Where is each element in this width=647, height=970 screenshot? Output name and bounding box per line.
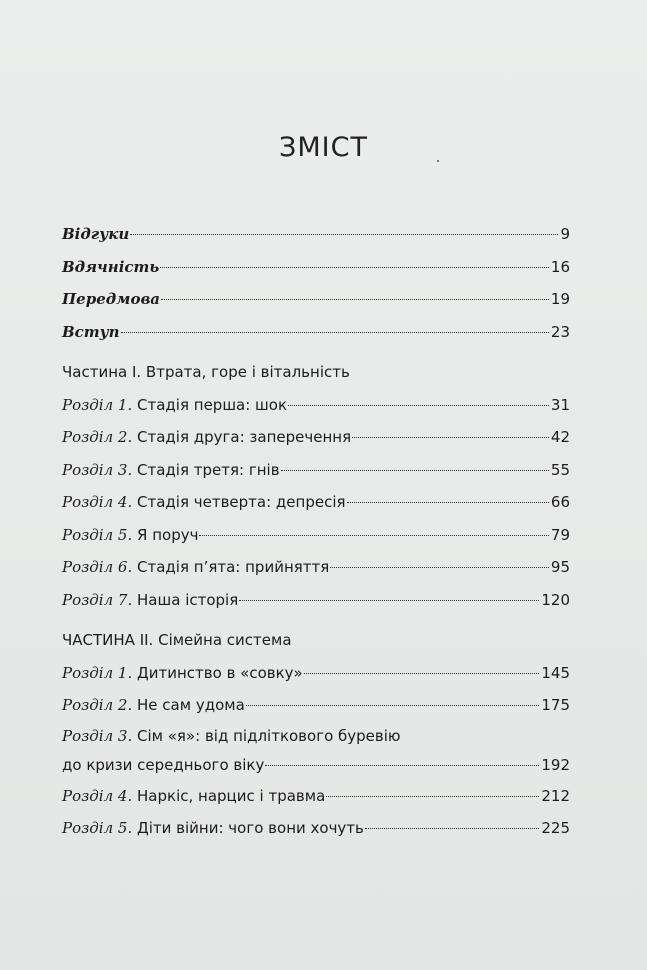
page-number: 23 (550, 322, 570, 341)
page-number: 42 (550, 428, 570, 446)
page-number: 55 (550, 460, 570, 479)
dot-leader (199, 534, 548, 536)
page-number: 120 (541, 590, 570, 609)
dot-leader (265, 764, 539, 766)
page-number: 175 (541, 696, 570, 714)
chapter-label: Розділ 3. (62, 726, 133, 745)
entry-label: Відгуки (62, 225, 130, 243)
chapter-title: Діти війни: чого вони хочуть (137, 819, 364, 837)
dot-leader (121, 331, 549, 333)
page-number: 9 (560, 225, 570, 243)
toc-entry-part1-ch2[interactable] (62, 421, 570, 454)
page-number: 16 (550, 257, 570, 276)
entry-label: Передмова (62, 290, 161, 308)
page-number: 225 (541, 819, 570, 837)
dot-leader (160, 266, 549, 268)
page-number: 95 (550, 558, 570, 576)
chapter-label: Розділ 2. (62, 696, 133, 714)
dot-leader (281, 469, 549, 471)
entry-label: Вступ (62, 322, 120, 341)
toc-entry-part2-ch5[interactable] (62, 812, 570, 845)
chapter-title: Наша історія (137, 590, 239, 609)
chapter-label: Розділ 4. (62, 786, 133, 805)
page-number: 19 (550, 290, 570, 308)
dot-leader (161, 298, 549, 300)
toc-entry-part1-ch3[interactable] (62, 454, 570, 487)
toc-entry-part1-ch5[interactable] (62, 519, 570, 552)
page-number: 212 (541, 786, 570, 805)
dot-leader (352, 436, 549, 438)
chapter-label: Розділ 2. (62, 428, 133, 446)
page-title: ЗМІСТ (279, 132, 368, 163)
toc-entry-introduction[interactable] (62, 316, 570, 349)
print-speck (437, 160, 439, 162)
toc-entry-part1-ch7[interactable] (62, 584, 570, 617)
chapter-label: Розділ 5. (62, 819, 133, 837)
chapter-label: Розділ 7. (62, 590, 133, 609)
toc-entry-preface[interactable] (62, 283, 570, 316)
dot-leader (246, 704, 540, 706)
chapter-title: Стадія п’ята: прийняття (137, 558, 330, 576)
chapter-label: Розділ 1. (62, 663, 133, 682)
toc-entry-part2-ch1[interactable] (62, 657, 570, 690)
dot-leader (130, 233, 558, 235)
dot-leader (330, 566, 549, 568)
chapter-title: Наркіс, нарцис і травма (137, 786, 326, 805)
chapter-title: Дитинство в «совку» (137, 663, 303, 682)
chapter-title: Я поруч (137, 525, 199, 544)
chapter-label: Розділ 3. (62, 460, 133, 479)
dot-leader (365, 827, 539, 829)
page-number: 66 (550, 493, 570, 511)
part-2-title[interactable]: ЧАСТИНА ІІ. Сімейна система (62, 631, 292, 649)
chapter-title: Стадія четверта: депресія (137, 493, 346, 511)
chapter-title: Стадія перша: шок (137, 395, 288, 414)
page-number: 192 (541, 755, 570, 774)
chapter-label: Розділ 4. (62, 493, 133, 511)
page-number: 31 (550, 395, 570, 414)
table-of-contents (62, 218, 570, 845)
toc-entry-part1-ch6[interactable] (62, 551, 570, 584)
chapter-label: Розділ 5. (62, 525, 133, 544)
dot-leader (239, 599, 539, 601)
chapter-title-line1: Сім «я»: від підліткового буревію (137, 726, 401, 745)
page-number: 145 (541, 663, 570, 682)
chapter-title: Не сам удома (137, 696, 245, 714)
toc-entry-part2-ch4[interactable] (62, 780, 570, 813)
entry-label: Вдячність (62, 257, 160, 276)
toc-entry-part1-ch1[interactable] (62, 389, 570, 422)
dot-leader (304, 672, 540, 674)
page-number: 79 (550, 525, 570, 544)
toc-entry-part2-ch3-line2[interactable] (62, 750, 570, 780)
dot-leader (326, 795, 539, 797)
chapter-title: Стадія друга: заперечення (137, 428, 352, 446)
chapter-title-line2: до кризи середнього віку (62, 755, 265, 774)
toc-entry-part2-ch3-line1[interactable] (62, 722, 570, 750)
toc-entry-part1-ch4[interactable] (62, 486, 570, 519)
toc-entry-part2-ch2[interactable] (62, 689, 570, 722)
chapter-title: Стадія третя: гнів (137, 460, 280, 479)
part-1-title[interactable]: Частина І. Втрата, горе і вітальність (62, 363, 350, 381)
chapter-label: Розділ 6. (62, 558, 133, 576)
dot-leader (288, 404, 549, 406)
toc-entry-reviews[interactable] (62, 218, 570, 251)
dot-leader (347, 501, 549, 503)
chapter-label: Розділ 1. (62, 395, 133, 414)
toc-entry-acknowledgements[interactable] (62, 251, 570, 284)
